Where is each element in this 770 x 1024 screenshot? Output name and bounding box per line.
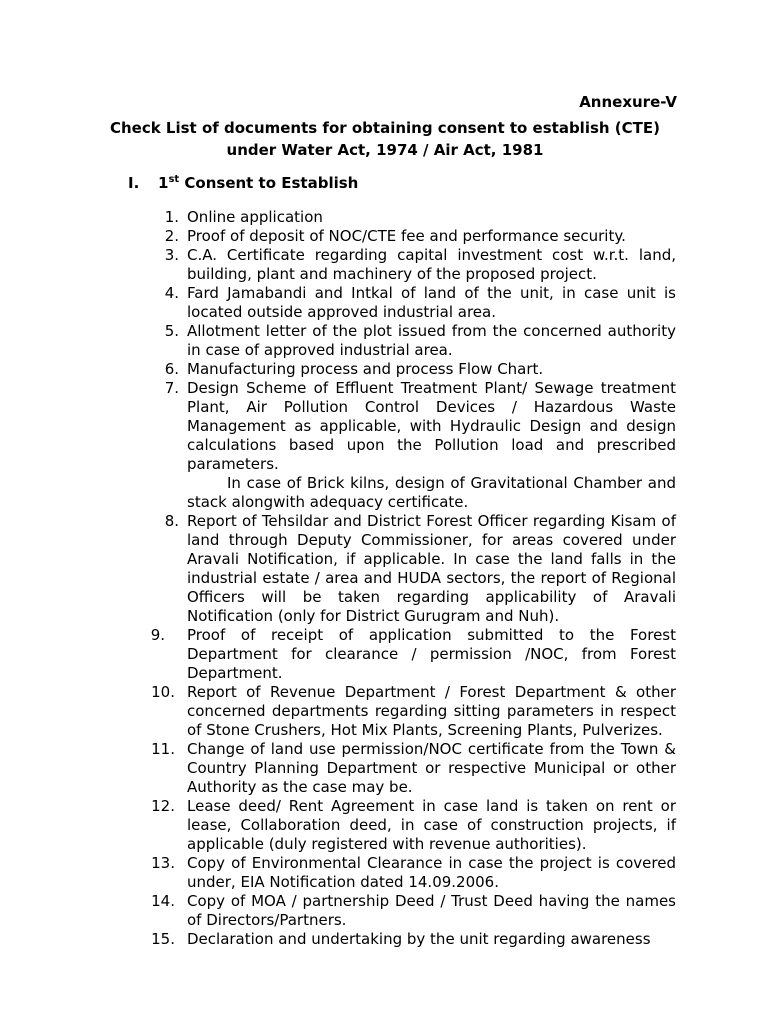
item-number: 3.	[164, 246, 179, 264]
item-number: 9.	[150, 626, 165, 644]
item-number: 15.	[151, 930, 175, 948]
item-text: Declaration and undertaking by the unit regarding awareness	[187, 930, 651, 948]
item-number: 11.	[151, 740, 175, 758]
section-title: Consent to Establish	[179, 174, 359, 192]
section-roman: I.	[128, 174, 140, 192]
item-text: Online application	[187, 208, 323, 226]
list-item	[164, 208, 676, 227]
item-text: Fard Jamabandi and Intkal of land of the unit, in case unit is located outside approved industrial area.	[187, 284, 676, 321]
section-heading	[128, 174, 358, 192]
list-item	[151, 930, 676, 949]
list-item	[151, 797, 676, 854]
title-line-2: under Water Act, 1974 / Air Act, 1981	[226, 141, 544, 159]
item-text: Copy of Environmental Clearance in case the project is covered under, EIA Notification dated 14.09.2006.	[187, 854, 676, 891]
list-item	[164, 512, 676, 626]
list-item	[150, 626, 676, 683]
item-text: C.A. Certificate regarding capital investment cost w.r.t. land, building, plant and machinery of the proposed project.	[187, 246, 676, 283]
item-number: 12.	[151, 797, 175, 815]
list-item	[151, 740, 676, 797]
annexure-label: Annexure-V	[579, 93, 677, 111]
item-text: Proof of deposit of NOC/CTE fee and performance security.	[187, 227, 626, 245]
item-number: 1.	[164, 208, 179, 226]
item-number: 7.	[164, 379, 179, 397]
item-text: Allotment letter of the plot issued from the concerned authority in case of approved industrial area.	[187, 322, 676, 359]
item-number: 13.	[151, 854, 175, 872]
list-item	[164, 284, 676, 322]
document-checklist	[150, 208, 676, 949]
item-text: Proof of receipt of application submitted to the Forest Department for clearance / permission /NOC, from Forest Department.	[187, 626, 676, 682]
item-text: Lease deed/ Rent Agreement in case land is taken on rent or lease, Collaboration deed, in case of construction projects, if applicable (duly registered with revenue authorities).	[187, 797, 676, 853]
item-number: 5.	[164, 322, 179, 340]
list-item	[164, 379, 676, 512]
item-number: 6.	[164, 360, 179, 378]
list-item	[164, 246, 676, 284]
item-number: 14.	[151, 892, 175, 910]
item-number: 8.	[164, 512, 179, 530]
item-number: 10.	[151, 683, 175, 701]
item-text: Design Scheme of Effluent Treatment Plant/ Sewage treatment Plant, Air Pollution Control Devices / Hazardous Waste Management as applicable, with Hydraulic Design and design calculations based upon the Pollution load and prescribed parameters.	[187, 379, 676, 473]
item-number: 4.	[164, 284, 179, 302]
item-text: Change of land use permission/NOC certificate from the Town & Country Planning Department or respective Municipal or other Authority as the case may be.	[187, 740, 676, 796]
list-item	[164, 322, 676, 360]
item-text: Report of Revenue Department / Forest Department & other concerned departments regarding sitting parameters in respect of Stone Crushers, Hot Mix Plants, Screening Plants, Pulverizes.	[187, 683, 676, 739]
section-number: 1	[158, 174, 169, 192]
item-text: Manufacturing process and process Flow Chart.	[187, 360, 544, 378]
list-item	[151, 683, 676, 740]
item-subparagraph: In case of Brick kilns, design of Gravitational Chamber and stack alongwith adequacy certificate.	[187, 474, 676, 511]
list-item	[164, 227, 676, 246]
item-text: Report of Tehsildar and District Forest Officer regarding Kisam of land through Deputy Commissioner, for areas covered under Aravali Notification, if applicable. In case the land falls in the industrial estate / area and HUDA sectors, the report of Regional Officers will be taken regarding applicability of Aravali Notification (only for District Gurugram and Nuh).	[187, 512, 676, 625]
list-item	[164, 360, 676, 379]
title-line-1: Check List of documents for obtaining consent to establish (CTE)	[109, 119, 660, 137]
item-number: 2.	[164, 227, 179, 245]
item-text: Copy of MOA / partnership Deed / Trust Deed having the names of Directors/Partners.	[187, 892, 676, 929]
list-item	[151, 892, 676, 930]
section-superscript: st	[168, 174, 180, 185]
list-item	[151, 854, 676, 892]
document-title	[0, 117, 770, 161]
